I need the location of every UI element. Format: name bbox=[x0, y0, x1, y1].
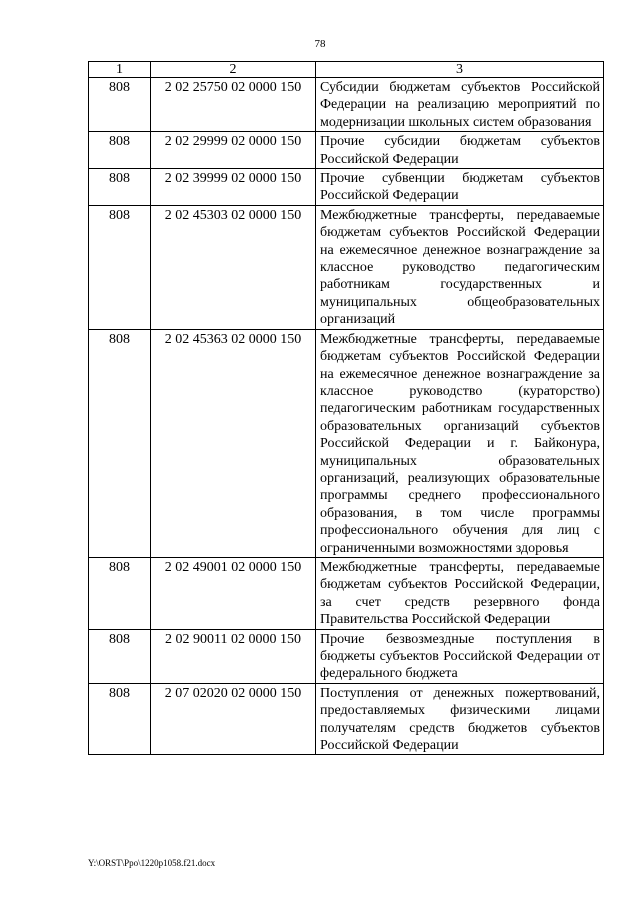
table-row bbox=[89, 169, 604, 206]
revenue-name-cell: Межбюджетные трансферты, передаваемые бюджетам субъектов Российской Федерации на ежемесячное денежное вознаграждение за классное руководство педагогическим работникам государственных и муниципальных общеобразовательных организаций bbox=[316, 205, 604, 329]
page-number: 78 bbox=[314, 38, 326, 50]
revenue-name-cell: Поступления от денежных пожертвований, предоставляемых физическими лицами получателям средств бюджетов субъектов Российской Федерации bbox=[316, 683, 604, 755]
column-header-1: 1 bbox=[89, 62, 151, 78]
revenue-name-cell: Прочие безвозмездные поступления в бюджеты субъектов Российской Федерации от федерального бюджета bbox=[316, 629, 604, 683]
admin-code-cell: 808 bbox=[89, 557, 151, 629]
table-row bbox=[89, 329, 604, 557]
admin-code-cell: 808 bbox=[89, 629, 151, 683]
budget-classification-code-cell: 2 02 29999 02 0000 150 bbox=[151, 132, 316, 169]
admin-code-cell: 808 bbox=[89, 683, 151, 755]
header-row bbox=[89, 62, 604, 78]
budget-classification-code-cell: 2 02 49001 02 0000 150 bbox=[151, 557, 316, 629]
budget-codes-table bbox=[88, 61, 604, 755]
column-header-2: 2 bbox=[151, 62, 316, 78]
document-file-path: Y:\ORST\Ppo\1220p1058.f21.docx bbox=[88, 858, 216, 868]
revenue-name-cell: Межбюджетные трансферты, передаваемые бюджетам субъектов Российской Федерации, за счет средств резервного фонда Правительства Российской Федерации bbox=[316, 557, 604, 629]
budget-classification-code-cell: 2 02 25750 02 0000 150 bbox=[151, 78, 316, 132]
revenue-name-cell: Субсидии бюджетам субъектов Российской Федерации на реализацию мероприятий по модернизации школьных систем образования bbox=[316, 78, 604, 132]
table-row bbox=[89, 78, 604, 132]
budget-classification-code-cell: 2 02 90011 02 0000 150 bbox=[151, 629, 316, 683]
budget-classification-code-cell: 2 02 45363 02 0000 150 bbox=[151, 329, 316, 557]
admin-code-cell: 808 bbox=[89, 132, 151, 169]
admin-code-cell: 808 bbox=[89, 329, 151, 557]
admin-code-cell: 808 bbox=[89, 205, 151, 329]
table-row bbox=[89, 205, 604, 329]
admin-code-cell: 808 bbox=[89, 78, 151, 132]
budget-classification-code-cell: 2 02 39999 02 0000 150 bbox=[151, 169, 316, 206]
table-body bbox=[89, 78, 604, 755]
budget-classification-code-cell: 2 07 02020 02 0000 150 bbox=[151, 683, 316, 755]
table-row bbox=[89, 132, 604, 169]
table-header bbox=[89, 62, 604, 78]
table-row bbox=[89, 557, 604, 629]
revenue-name-cell: Прочие субсидии бюджетам субъектов Российской Федерации bbox=[316, 132, 604, 169]
admin-code-cell: 808 bbox=[89, 169, 151, 206]
budget-classification-code-cell: 2 02 45303 02 0000 150 bbox=[151, 205, 316, 329]
column-header-3: 3 bbox=[316, 62, 604, 78]
revenue-name-cell: Межбюджетные трансферты, передаваемые бюджетам субъектов Российской Федерации на ежемесячное денежное вознаграждение за классное руководство (кураторство) педагогическим работникам государственных образовательных организаций субъектов Российской Федерации и г. Байконура, муниципальных образовательных организаций, реализующих образовательные программы среднего профессионального образования, в том числе программы профессионального обучения для лиц с ограниченными возможностями здоровья bbox=[316, 329, 604, 557]
table-row bbox=[89, 629, 604, 683]
revenue-name-cell: Прочие субвенции бюджетам субъектов Российской Федерации bbox=[316, 169, 604, 206]
table-row bbox=[89, 683, 604, 755]
